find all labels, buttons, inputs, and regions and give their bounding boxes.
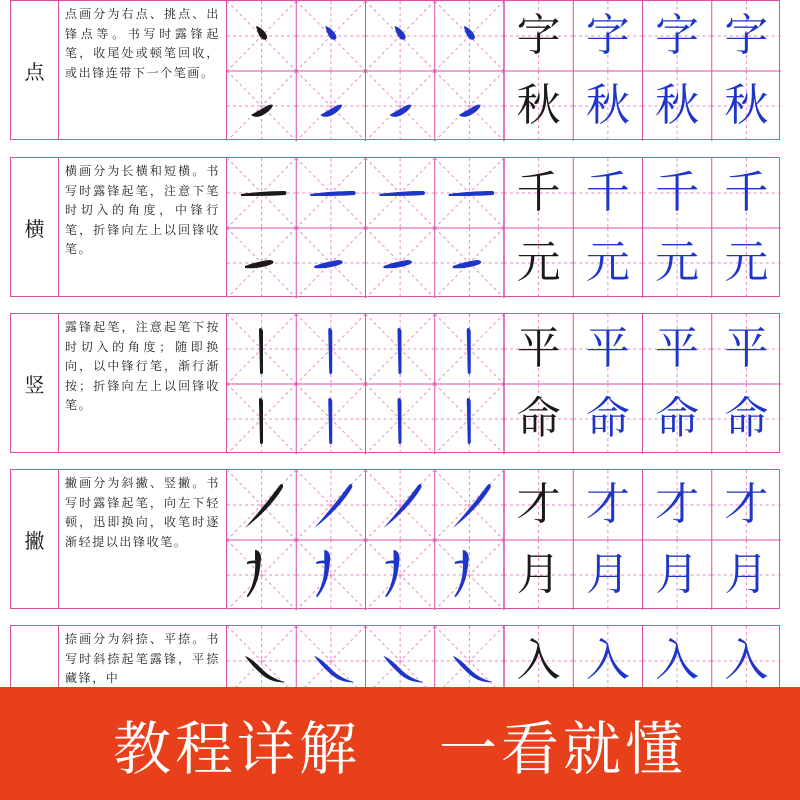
stroke-sample xyxy=(325,26,336,40)
example-char-cell xyxy=(643,626,712,696)
example-char-cell xyxy=(643,1,712,71)
example-character: 千 xyxy=(585,167,630,218)
example-character: 月 xyxy=(516,549,561,600)
example-char-cell xyxy=(712,470,781,540)
example-character: 才 xyxy=(655,479,700,530)
example-character: 平 xyxy=(516,323,561,374)
stroke-sample xyxy=(385,550,399,597)
example-char-cell xyxy=(504,626,573,696)
stroke-sample xyxy=(455,550,469,597)
example-char-cell xyxy=(643,384,712,454)
example-char-cell xyxy=(573,314,642,384)
example-character: 入 xyxy=(516,635,561,686)
stroke-sample xyxy=(398,328,402,374)
stroke-sample xyxy=(245,260,273,268)
practice-grid xyxy=(227,470,781,608)
example-char-cell xyxy=(504,158,573,228)
practice-grid xyxy=(227,158,781,296)
stroke-description: 露锋起笔，注意起笔下按时切入的角度；随即换向，以中锋行笔，渐行渐按；折锋向左上以回锋收笔。 xyxy=(59,314,227,452)
example-character: 入 xyxy=(655,635,700,686)
stroke-name-label: 撇 xyxy=(11,470,59,608)
example-char-cell xyxy=(573,1,642,71)
example-character: 秋 xyxy=(655,80,700,131)
example-char-cell xyxy=(712,314,781,384)
stroke-sample xyxy=(449,191,495,196)
stroke-name-label: 竖 xyxy=(11,314,59,452)
banner-text-left: 教程详解 xyxy=(112,714,361,783)
stroke-section xyxy=(10,469,780,609)
stroke-name-label: 横 xyxy=(11,158,59,296)
example-character: 入 xyxy=(724,635,769,686)
example-char-cell xyxy=(573,540,642,610)
stroke-sample xyxy=(241,191,287,196)
example-char-cell xyxy=(712,540,781,610)
example-char-cell xyxy=(643,540,712,610)
stroke-sample xyxy=(314,260,342,268)
example-char-cell xyxy=(712,1,781,71)
stroke-sample xyxy=(464,26,475,40)
promo-banner xyxy=(0,687,800,800)
example-character: 字 xyxy=(516,10,561,61)
example-character: 千 xyxy=(516,167,561,218)
example-character: 字 xyxy=(655,10,700,61)
example-char-cell xyxy=(573,228,642,298)
stroke-sample xyxy=(384,260,412,268)
example-char-cell xyxy=(712,71,781,141)
example-character: 平 xyxy=(724,323,769,374)
stroke-sample xyxy=(328,328,332,374)
example-character: 才 xyxy=(724,479,769,530)
example-character: 千 xyxy=(655,167,700,218)
example-character: 命 xyxy=(585,393,630,444)
stroke-description: 横画分为长横和短横。书写时露锋起笔，注意下笔时切入的角度，中锋行笔，折锋向左上以回锋收笔。 xyxy=(59,158,227,296)
example-character: 命 xyxy=(655,393,700,444)
example-character: 命 xyxy=(516,393,561,444)
stroke-sample xyxy=(245,484,283,528)
example-char-cell xyxy=(643,470,712,540)
example-character: 元 xyxy=(516,237,561,288)
example-character: 命 xyxy=(724,393,769,444)
stroke-sample xyxy=(398,398,402,444)
example-character: 秋 xyxy=(724,80,769,131)
example-char-cell xyxy=(712,228,781,298)
example-character: 平 xyxy=(585,323,630,374)
example-character: 千 xyxy=(724,167,769,218)
stroke-sample xyxy=(328,398,332,444)
example-character: 平 xyxy=(655,323,700,374)
stroke-sample xyxy=(384,484,422,528)
example-char-cell xyxy=(504,314,573,384)
example-char-cell xyxy=(573,384,642,454)
example-character: 月 xyxy=(724,549,769,600)
example-character: 秋 xyxy=(585,80,630,131)
stroke-section xyxy=(10,0,780,140)
example-character: 入 xyxy=(585,635,630,686)
example-char-cell xyxy=(573,470,642,540)
stroke-name-label: 点 xyxy=(11,1,59,139)
example-char-cell xyxy=(504,1,573,71)
stroke-sample xyxy=(467,398,471,444)
example-character: 元 xyxy=(724,237,769,288)
stroke-sample xyxy=(467,328,471,374)
example-char-cell xyxy=(504,71,573,141)
practice-grid xyxy=(227,1,781,139)
example-char-cell xyxy=(643,158,712,228)
example-character: 才 xyxy=(585,479,630,530)
example-character: 元 xyxy=(655,237,700,288)
banner-text-right: 一看就懂 xyxy=(439,714,688,783)
stroke-sample xyxy=(259,398,263,444)
example-char-cell xyxy=(643,71,712,141)
example-character: 月 xyxy=(655,549,700,600)
example-char-cell xyxy=(643,228,712,298)
example-character: 秋 xyxy=(516,80,561,131)
example-character: 元 xyxy=(585,237,630,288)
example-char-cell xyxy=(573,626,642,696)
stroke-sample xyxy=(453,484,491,528)
example-character: 字 xyxy=(585,10,630,61)
stroke-description: 点画分为右点、挑点、出锋点等。书写时露锋起笔，收尾处或顿笔回收，或出锋连带下一个笔画。 xyxy=(59,1,227,139)
example-char-cell xyxy=(712,384,781,454)
stroke-sample xyxy=(247,550,261,597)
stroke-section xyxy=(10,157,780,297)
stroke-description: 捺画分为斜捺、平捺。书写时斜捺起笔露锋，平捺藏锋，中 xyxy=(59,626,227,764)
stroke-sample xyxy=(395,26,406,40)
example-char-cell xyxy=(712,158,781,228)
stroke-sample xyxy=(256,26,267,40)
stroke-sample xyxy=(453,260,481,268)
stroke-sample xyxy=(380,191,426,196)
example-character: 月 xyxy=(585,549,630,600)
example-character: 字 xyxy=(724,10,769,61)
stroke-sample xyxy=(316,550,330,597)
example-char-cell xyxy=(504,384,573,454)
example-char-cell xyxy=(573,158,642,228)
example-char-cell xyxy=(504,540,573,610)
example-character: 才 xyxy=(516,479,561,530)
stroke-sample xyxy=(314,484,352,528)
practice-grid xyxy=(227,314,781,452)
example-char-cell xyxy=(712,626,781,696)
example-char-cell xyxy=(643,314,712,384)
example-char-cell xyxy=(504,470,573,540)
stroke-sample xyxy=(259,328,263,374)
example-char-cell xyxy=(573,71,642,141)
stroke-description: 撇画分为斜撇、竖撇。书写时露锋起笔，向左下轻顿，迅即换向，收笔时逐渐轻提以出锋收笔。 xyxy=(59,470,227,608)
stroke-sample xyxy=(310,191,356,196)
stroke-section xyxy=(10,313,780,453)
example-char-cell xyxy=(504,228,573,298)
